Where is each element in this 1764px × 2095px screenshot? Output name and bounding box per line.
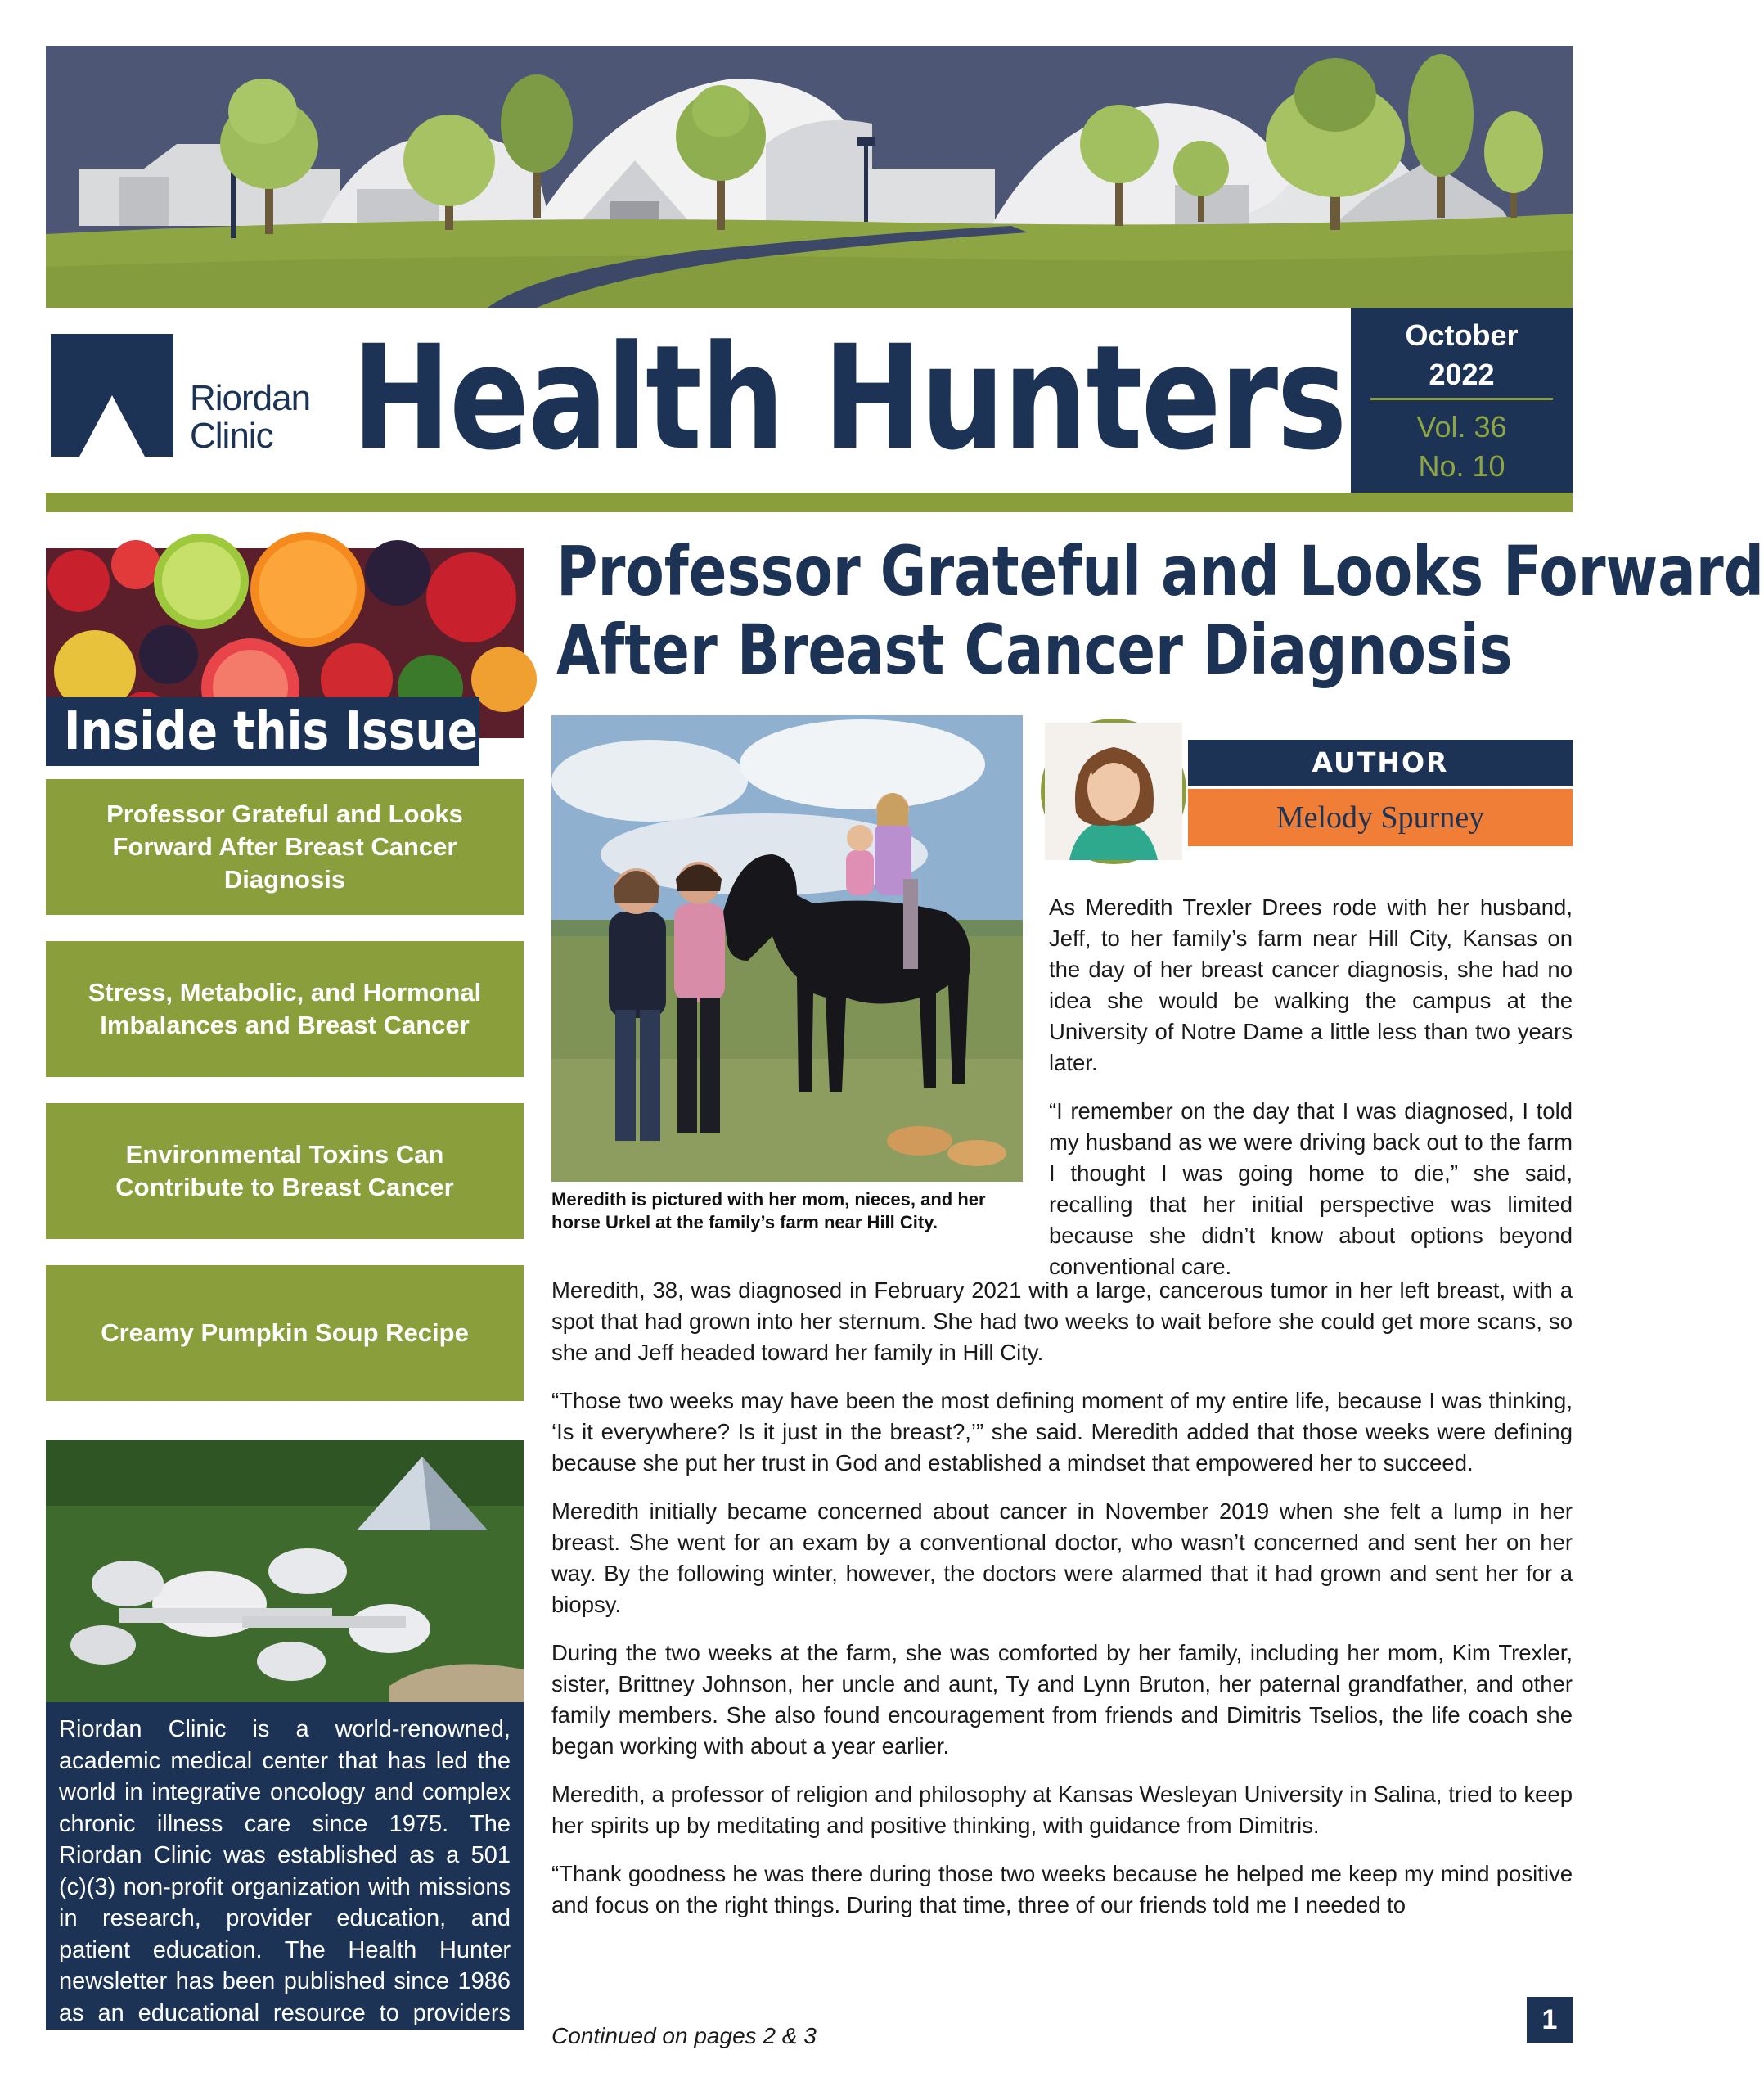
toc-item-environmental-toxins[interactable] xyxy=(46,1103,524,1239)
newsletter-title: Health Hunters xyxy=(352,314,1346,482)
logo-line-1: Riordan xyxy=(190,378,311,418)
article-paragraph: “I remember on the day that I was diagnosed, I told my husband as we were driving back out to the farm I thought I was going home to die,” she said, recalling that her initial perspective was limited because she didn’t know about options beyond conventional care. xyxy=(1049,1098,1573,1279)
toc-item-pumpkin-soup[interactable] xyxy=(46,1265,524,1401)
logo-line-2: Clinic xyxy=(190,416,273,456)
clinic-aerial-photo xyxy=(46,1440,524,1702)
issue-divider xyxy=(1370,398,1553,400)
article-paragraph: Meredith initially became concerned about cancer in November 2019 when she felt a lump in her breast. She went for an exam by a conventional doctor, who wasn’t concerned and sent her on her way. By the following winter, however, the doctors were alarmed that it had grown and sent her for a biopsy. xyxy=(551,1498,1573,1617)
logo-wordmark xyxy=(190,380,310,455)
masthead-green-rule xyxy=(46,493,1573,512)
masthead xyxy=(46,308,1573,493)
author-avatar xyxy=(1041,719,1186,864)
toc-item-professor-grateful[interactable] xyxy=(46,779,524,915)
issue-year: 2022 xyxy=(1429,358,1495,391)
issue-info-box xyxy=(1351,308,1573,493)
author-name: Melody Spurney xyxy=(1188,789,1573,846)
author-label: AUTHOR xyxy=(1188,740,1573,786)
issue-date xyxy=(1351,316,1573,394)
article-headline xyxy=(556,531,1764,690)
article-paragraph: During the two weeks at the farm, she was comforted by her family, including her mom, Kim Trexler, sister, Brittney Johnson, her uncle and aunt, Ty and Lynn Bruton, her paternal grandfather, and other family members. She also found encouragement from friends and Dimitris Tselios, the life coach she began working with about a year earlier. xyxy=(551,1640,1573,1759)
toc-item-label: Creamy Pumpkin Soup Recipe xyxy=(101,1318,469,1347)
article-paragraph: As Meredith Trexler Drees rode with her husband, Jeff, to her family’s farm near Hill City, Kansas on the day of her breast cancer diagnosis, she had no idea she would be walking the campus at the University of Notre Dame a little less than two years later. xyxy=(1049,894,1573,1075)
toc-item-label: Stress, Metabolic, and Hormonal Imbalances and Breast Cancer xyxy=(88,978,482,1039)
toc-item-label: Environmental Toxins Can Contribute to Breast Cancer xyxy=(115,1140,454,1201)
headline-line-1: Professor Grateful and Looks Forward xyxy=(556,531,1764,611)
issue-month: October xyxy=(1405,318,1519,352)
about-text: Riordan Clinic is a world-renowned, academic medical center that has led the world in integrative oncology and complex chronic illness care since 1975. The Riordan Clinic was established as a 501 (c)(3) non-profit organization with missions in research, provider education, and patient education. The Health Hunter newsletter has been published since 1986 as an educational resource to providers and patients. xyxy=(59,1716,511,2057)
riordan-logo-icon xyxy=(51,334,173,457)
article-body xyxy=(551,1275,1573,1938)
article-intro-column xyxy=(1049,892,1573,1300)
campus-banner-illustration xyxy=(46,46,1573,308)
article-paragraph: “Those two weeks may have been the most defining moment of my entire life, because I was thinking, ‘Is it everywhere? Is it just in the breast?,’” she said. Meredith added that those weeks were defining because she put her trust in God and established a mindset that empowered her to succeed. xyxy=(551,1388,1573,1476)
issue-volume xyxy=(1351,408,1573,486)
toc-item-label: Professor Grateful and Looks Forward After Breast Cancer Diagnosis xyxy=(106,800,463,894)
article-paragraph: “Thank goodness he was there during those two weeks because he helped me keep my mind positive and focus on the right things. During that time, three of our friends told me I needed to xyxy=(551,1861,1573,1917)
family-horse-photo xyxy=(551,715,1023,1182)
inside-this-issue-label: Inside this Issue xyxy=(64,701,478,762)
page-number-badge: 1 xyxy=(1527,1997,1573,2043)
photo-caption: Meredith is pictured with her mom, nieces, and her horse Urkel at the family’s farm near Hill City. xyxy=(551,1189,986,1232)
issue-number: No. 10 xyxy=(1418,449,1505,483)
continued-note: Continued on pages 2 & 3 xyxy=(551,2023,817,2048)
toc-item-stress-metabolic[interactable] xyxy=(46,941,524,1077)
about-riordan-box xyxy=(46,1702,524,2057)
inside-this-issue-heading xyxy=(46,697,479,766)
headline-line-2: After Breast Cancer Diagnosis xyxy=(556,610,1513,690)
volume-number: Vol. 36 xyxy=(1416,410,1507,444)
article-paragraph: Meredith, a professor of religion and philosophy at Kansas Wesleyan University in Salina, tried to keep her spirits up by meditating and positive thinking, with guidance from Dimitris. xyxy=(551,1782,1573,1838)
article-paragraph: Meredith, 38, was diagnosed in February 2021 with a large, cancerous tumor in her left breast, with a spot that had grown into her sternum. She had two weeks to wait before she could get more scans, so she and Jeff headed toward her family in Hill City. xyxy=(551,1277,1573,1365)
